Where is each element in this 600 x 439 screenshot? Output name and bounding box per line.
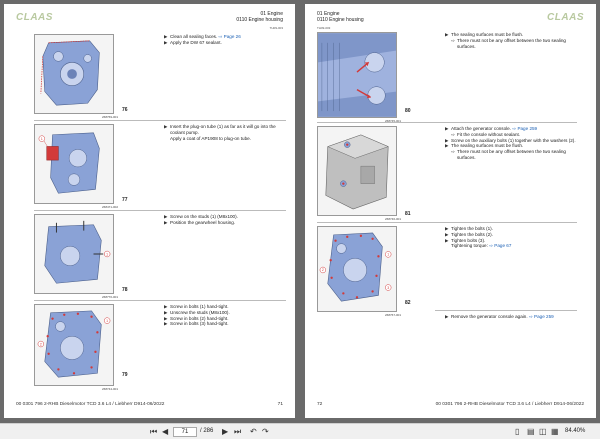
step-divider [317,222,577,223]
figure-id: 268746-001 [385,217,402,221]
figure-id: 268744-001 [102,387,119,391]
page-header: 01 Engine 0110 Engine housing [317,11,364,23]
facing-pages-icon[interactable]: ▦ [551,427,559,436]
svg-text:2: 2 [321,268,324,273]
step-number: 79 [122,372,128,378]
step-instructions: ▶ The sealing surfaces must be flush. ⇨ There must not be any offset between the two sealing surfaces. [445,32,566,49]
step-instructions: ▶ Insert the plug-on tube (1) as far as it will go into the coolant pump. Apply a coat of AP1908 to plug-on tube. [164,124,276,141]
figure-gearwheel-housing [34,304,114,386]
page-number: 71 [277,402,283,407]
svg-text:3: 3 [387,285,390,290]
figure-id: 268745-001 [385,119,402,123]
first-page-icon[interactable]: ⏮ [150,427,158,436]
page-footer: 00 0301 796 2-RHB Dieselmotor TCD 3.6 L4 / Liebherr D914-06/2022 [16,402,165,407]
svg-text:2: 2 [39,342,42,347]
step-instructions: ▶ Clean all sealing faces. ⇨ Page 26 ▶ Apply the DW 67 sealant. [164,34,241,45]
page-header: 01 Engine 0110 Engine housing [236,11,283,23]
step-number: 77 [122,197,128,203]
page-link[interactable]: ⇨ Page 259 [528,314,554,319]
header-code: TH09-003 [317,26,331,30]
svg-text:1: 1 [106,252,109,257]
step-instructions: ▶ Screw on the studs (1) (M8x100). ▶ Position the gearwheel housing. [164,214,238,225]
figure-engine-front [34,34,114,114]
step-divider [435,310,577,311]
page-number-input[interactable]: 71 [173,427,197,437]
figure-id: 268471-002 [102,205,119,209]
step-divider [34,300,286,301]
step-number: 80 [405,108,411,114]
step-divider [34,210,286,211]
prev-page-icon[interactable]: ◀ [162,427,169,436]
step-instructions: ▶ Remove the generator console again. ⇨ Page 259 [445,314,554,319]
figure-id: 268770-001 [102,295,119,299]
page-link[interactable]: ⇨ Page 67 [489,243,512,249]
forward-icon[interactable]: ↷ [262,427,269,436]
page-number: 72 [317,402,323,407]
right-page [305,4,596,418]
step-divider [34,120,286,121]
figure-id: 268767-001 [385,313,402,317]
viewer-toolbar [0,423,600,439]
svg-text:1: 1 [106,318,109,323]
header-code: TH09-003 [269,26,283,30]
figure-studs [34,214,114,294]
brand-logo: CLAAS [16,12,53,23]
page-link[interactable]: ⇨ Page 26 [218,34,241,39]
figure-tighten-bolts [317,226,397,312]
left-page [4,4,295,418]
step-number: 78 [122,287,128,293]
figure-generator-console [317,126,397,216]
page-count: / 286 [200,428,214,434]
figure-id: 268769-001 [102,115,119,119]
step-number: 76 [122,107,128,113]
step-number: 81 [405,211,411,217]
continuous-page-icon[interactable]: ▤ [527,427,535,436]
page-link[interactable]: ⇨ Page 259 [512,126,538,131]
svg-text:1: 1 [40,136,43,141]
figure-coolant-pump [34,124,114,204]
next-page-icon[interactable]: ▶ [222,427,229,436]
step-instructions: ▶ Screw in bolts (1) hand-tight. ▶ Unscrew the studs (M8x100). ▶ Screw in bolts (2) hand-tight. ▶ Screw in bolts (3) hand-tight. [164,304,230,327]
last-page-icon[interactable]: ⏭ [234,427,242,436]
brand-logo: CLAAS [547,12,584,23]
step-number: 82 [405,300,411,306]
page-footer: 00 0301 796 2-RHB Dieselmotor TCD 3.6 L4 / Liebherr D914-06/2022 [435,402,584,407]
step-instructions: ▶ Tighten the bolts (1). ▶ Tighten the bolts (2). ▶ Tighten bolts (3). Tightening torque: ⇨ Page 67 [445,226,512,249]
back-icon[interactable]: ↶ [250,427,257,436]
step-divider [317,122,577,123]
svg-text:1: 1 [387,252,390,257]
zoom-level[interactable]: 84.40% [565,428,586,434]
single-page-icon[interactable]: ▯ [515,427,520,436]
figure-sealing-surfaces [317,32,397,118]
step-instructions: ▶ Attach the generator console. ⇨ Page 259 ⇨ Fit the console without sealant. ▶ Screw on the auxiliary bolts (1) together with the washers (2). ▶ The sealing surfaces must be flush. ⇨ There must not be any offset between the two sealing surfaces. [445,126,576,160]
two-page-icon[interactable]: ◫ [539,427,547,436]
